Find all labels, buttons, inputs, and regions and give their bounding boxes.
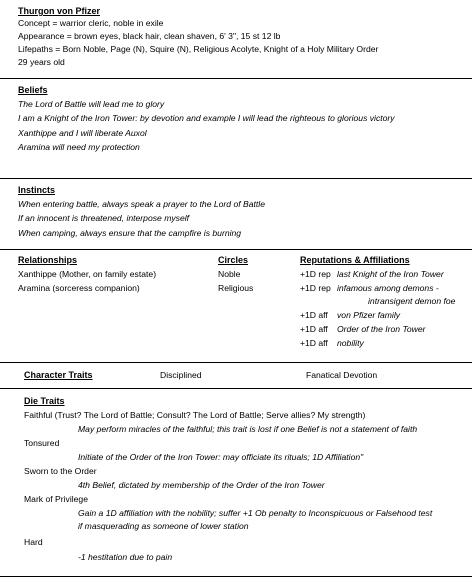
reputation-desc-cont: intransigent demon foe (368, 296, 456, 306)
divider (0, 388, 472, 389)
circle-item: Noble (218, 269, 241, 279)
appearance-line: Appearance = brown eyes, black hair, clean shaven, 6' 3", 15 st 12 lb (18, 31, 281, 41)
die-traits-heading: Die Traits (24, 396, 65, 406)
die-trait-name: Hard (24, 537, 43, 547)
instincts-heading: Instincts (18, 185, 56, 195)
instinct-item: If an innocent is threatened, interpose myself (18, 213, 190, 223)
age-line: 29 years old (18, 57, 65, 67)
die-trait-desc: Initiate of the Order of the Iron Tower: may officiate its rituals; 1D Affiliation" (78, 452, 364, 462)
affiliation-type: +1D aff (300, 310, 328, 320)
divider (0, 576, 472, 577)
affiliation-type: +1D aff (300, 324, 328, 334)
instinct-item: When camping, always ensure that the campfire is burning (18, 228, 242, 238)
concept-line: Concept = warrior cleric, noble in exile (18, 18, 164, 28)
die-trait-desc: Gain a 1D affiliation with the nobility; suffer +1 Ob penalty to Inconspicuous or Falsehood test (78, 508, 433, 518)
character-traits-heading: Character Traits (24, 370, 93, 380)
belief-item: Aramina will need my protection (18, 142, 140, 152)
relationship-item: Aramina (sorceress companion) (18, 283, 140, 293)
belief-item: The Lord of Battle will lead me to glory (18, 99, 165, 109)
circle-item: Religious (218, 283, 254, 293)
reputation-desc: infamous among demons - (337, 283, 439, 293)
reputations-heading: Reputations & Affiliations (300, 255, 410, 265)
affiliation-type: +1D aff (300, 338, 328, 348)
die-trait-name: Faithful (Trust? The Lord of Battle; Consult? The Lord of Battle; Serve allies? My strength) (24, 410, 366, 420)
character-trait: Fanatical Devotion (306, 370, 378, 380)
circles-heading: Circles (218, 255, 249, 265)
die-trait-desc: 4th Belief, dictated by membership of the Order of the Iron Tower (78, 480, 325, 490)
die-trait-desc: -1 hestitation due to pain (78, 552, 173, 562)
beliefs-heading: Beliefs (18, 85, 48, 95)
affiliation-desc: von Pfizer family (337, 310, 401, 320)
die-trait-name: Tonsured (24, 438, 60, 448)
belief-item: Xanthippe and I will liberate Auxol (18, 128, 147, 138)
relationship-item: Xanthippe (Mother, on family estate) (18, 269, 157, 279)
instinct-item: When entering battle, always speak a prayer to the Lord of Battle (18, 199, 265, 209)
affiliation-desc: Order of the Iron Tower (337, 324, 426, 334)
die-trait-desc: if masquerading as someone of lower station (78, 521, 249, 531)
divider (0, 178, 472, 179)
divider (0, 362, 472, 363)
divider (0, 249, 472, 250)
belief-item: I am a Knight of the Iron Tower: by devotion and example I will lead the righteous to glorious victory (18, 113, 395, 123)
character-trait: Disciplined (160, 370, 202, 380)
die-trait-desc: May perform miracles of the faithful; this trait is lost if one Belief is not a statement of faith (78, 424, 418, 434)
reputation-type: +1D rep (300, 269, 331, 279)
divider (0, 78, 472, 79)
reputation-type: +1D rep (300, 283, 331, 293)
die-trait-name: Mark of Privilege (24, 494, 88, 504)
lifepaths-line: Lifepaths = Born Noble, Page (N), Squire (N), Religious Acolyte, Knight of a Holy Military Order (18, 44, 379, 54)
relationships-heading: Relationships (18, 255, 78, 265)
affiliation-desc: nobility (337, 338, 364, 348)
reputation-desc: last Knight of the Iron Tower (337, 269, 444, 279)
die-trait-name: Sworn to the Order (24, 466, 97, 476)
character-name: Thurgon von Pfizer (18, 6, 100, 16)
